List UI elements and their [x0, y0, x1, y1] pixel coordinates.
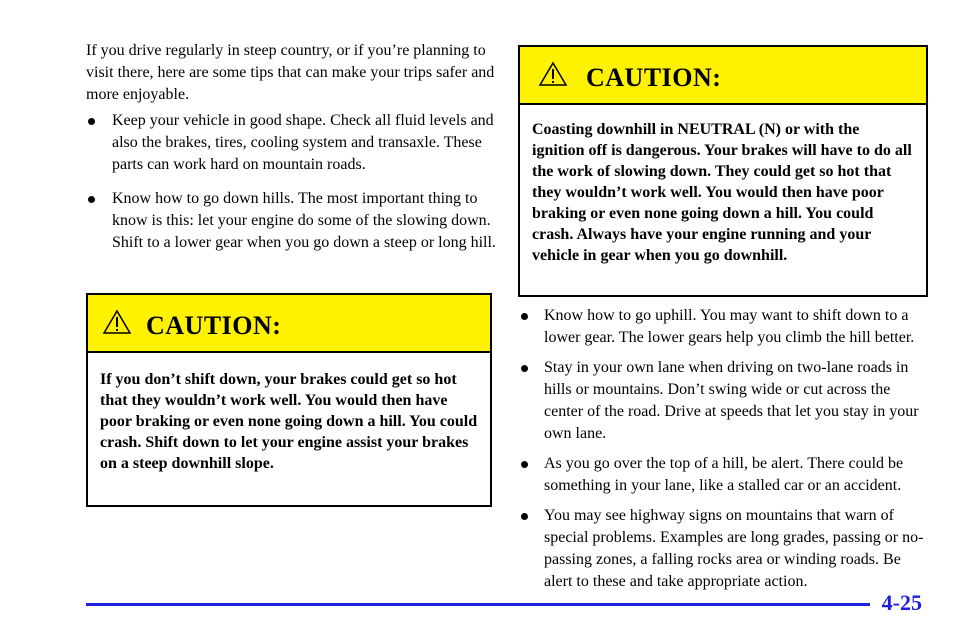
bullet-text: As you go over the top of a hill, be alert. There could be something in your lane, like a stalled car or an accident. [544, 455, 904, 494]
caution-header [520, 47, 926, 105]
bullet-dot-icon [88, 118, 95, 125]
warning-triangle-icon [102, 309, 132, 340]
caution-text: If you don’t shift down, your brakes could get so hot that they wouldn’t work well. You would then have poor braking or even none going down a hill. You could crash. Shift down to let your engine assist your brakes on a steep downhill slope. [100, 371, 478, 472]
bullet-dot-icon [88, 196, 95, 203]
bullet-text: Know how to go uphill. You may want to shift down to a lower gear. The lower gears help you climb the hill better. [544, 307, 915, 346]
bullet-dot-icon [521, 313, 528, 320]
caution-header [88, 295, 490, 353]
footer-rule [86, 603, 870, 606]
list-item [518, 453, 932, 497]
bullet-dot-icon [521, 365, 528, 372]
caution-text: Coasting downhill in NEUTRAL (N) or with the ignition off is dangerous. Your brakes will have to do all the work of slowing down. They could get so hot that they wouldn’t work well. You would then have poor braking or even none going down a hill. You could crash. Always have your engine running and your vehicle in gear when you go downhill. [532, 121, 912, 264]
bullet-text: Keep your vehicle in good shape. Check all fluid levels and also the brakes, tires, cooling system and transaxle. These parts can work hard on mountain roads. [112, 112, 494, 173]
caution-box-right [518, 45, 928, 297]
page-number: 4-25 [881, 590, 922, 615]
list-item [86, 110, 496, 176]
list-item [518, 357, 932, 445]
caution-title: CAUTION: [586, 63, 722, 92]
bullet-text: You may see highway signs on mountains that warn of special problems. Examples are long grades, passing or no-passing zones, a falling rocks area or winding roads. Be alert to these and take appropriate action. [544, 507, 924, 590]
list-item [518, 305, 932, 349]
bullet-text: Stay in your own lane when driving on two-lane roads in hills or mountains. Don’t swing wide or cut across the center of the road. Drive at speeds that let you stay in your own lane. [544, 359, 919, 442]
bullet-dot-icon [521, 513, 528, 520]
left-bullet-list [86, 110, 496, 266]
bullet-dot-icon [521, 461, 528, 468]
right-bullet-list [518, 305, 932, 601]
caution-box-left [86, 293, 492, 507]
list-item [86, 188, 496, 254]
bullet-text: Know how to go down hills. The most important thing to know is this: let your engine do some of the slowing down. Shift to a lower gear when you go down a steep or long hill. [112, 190, 496, 251]
warning-triangle-icon [538, 61, 568, 92]
list-item [518, 505, 932, 593]
intro-paragraph: If you drive regularly in steep country, or if you’re planning to visit there, here are some tips that can make your trips safer and more enjoyable. [86, 42, 495, 103]
caution-title: CAUTION: [146, 311, 282, 340]
